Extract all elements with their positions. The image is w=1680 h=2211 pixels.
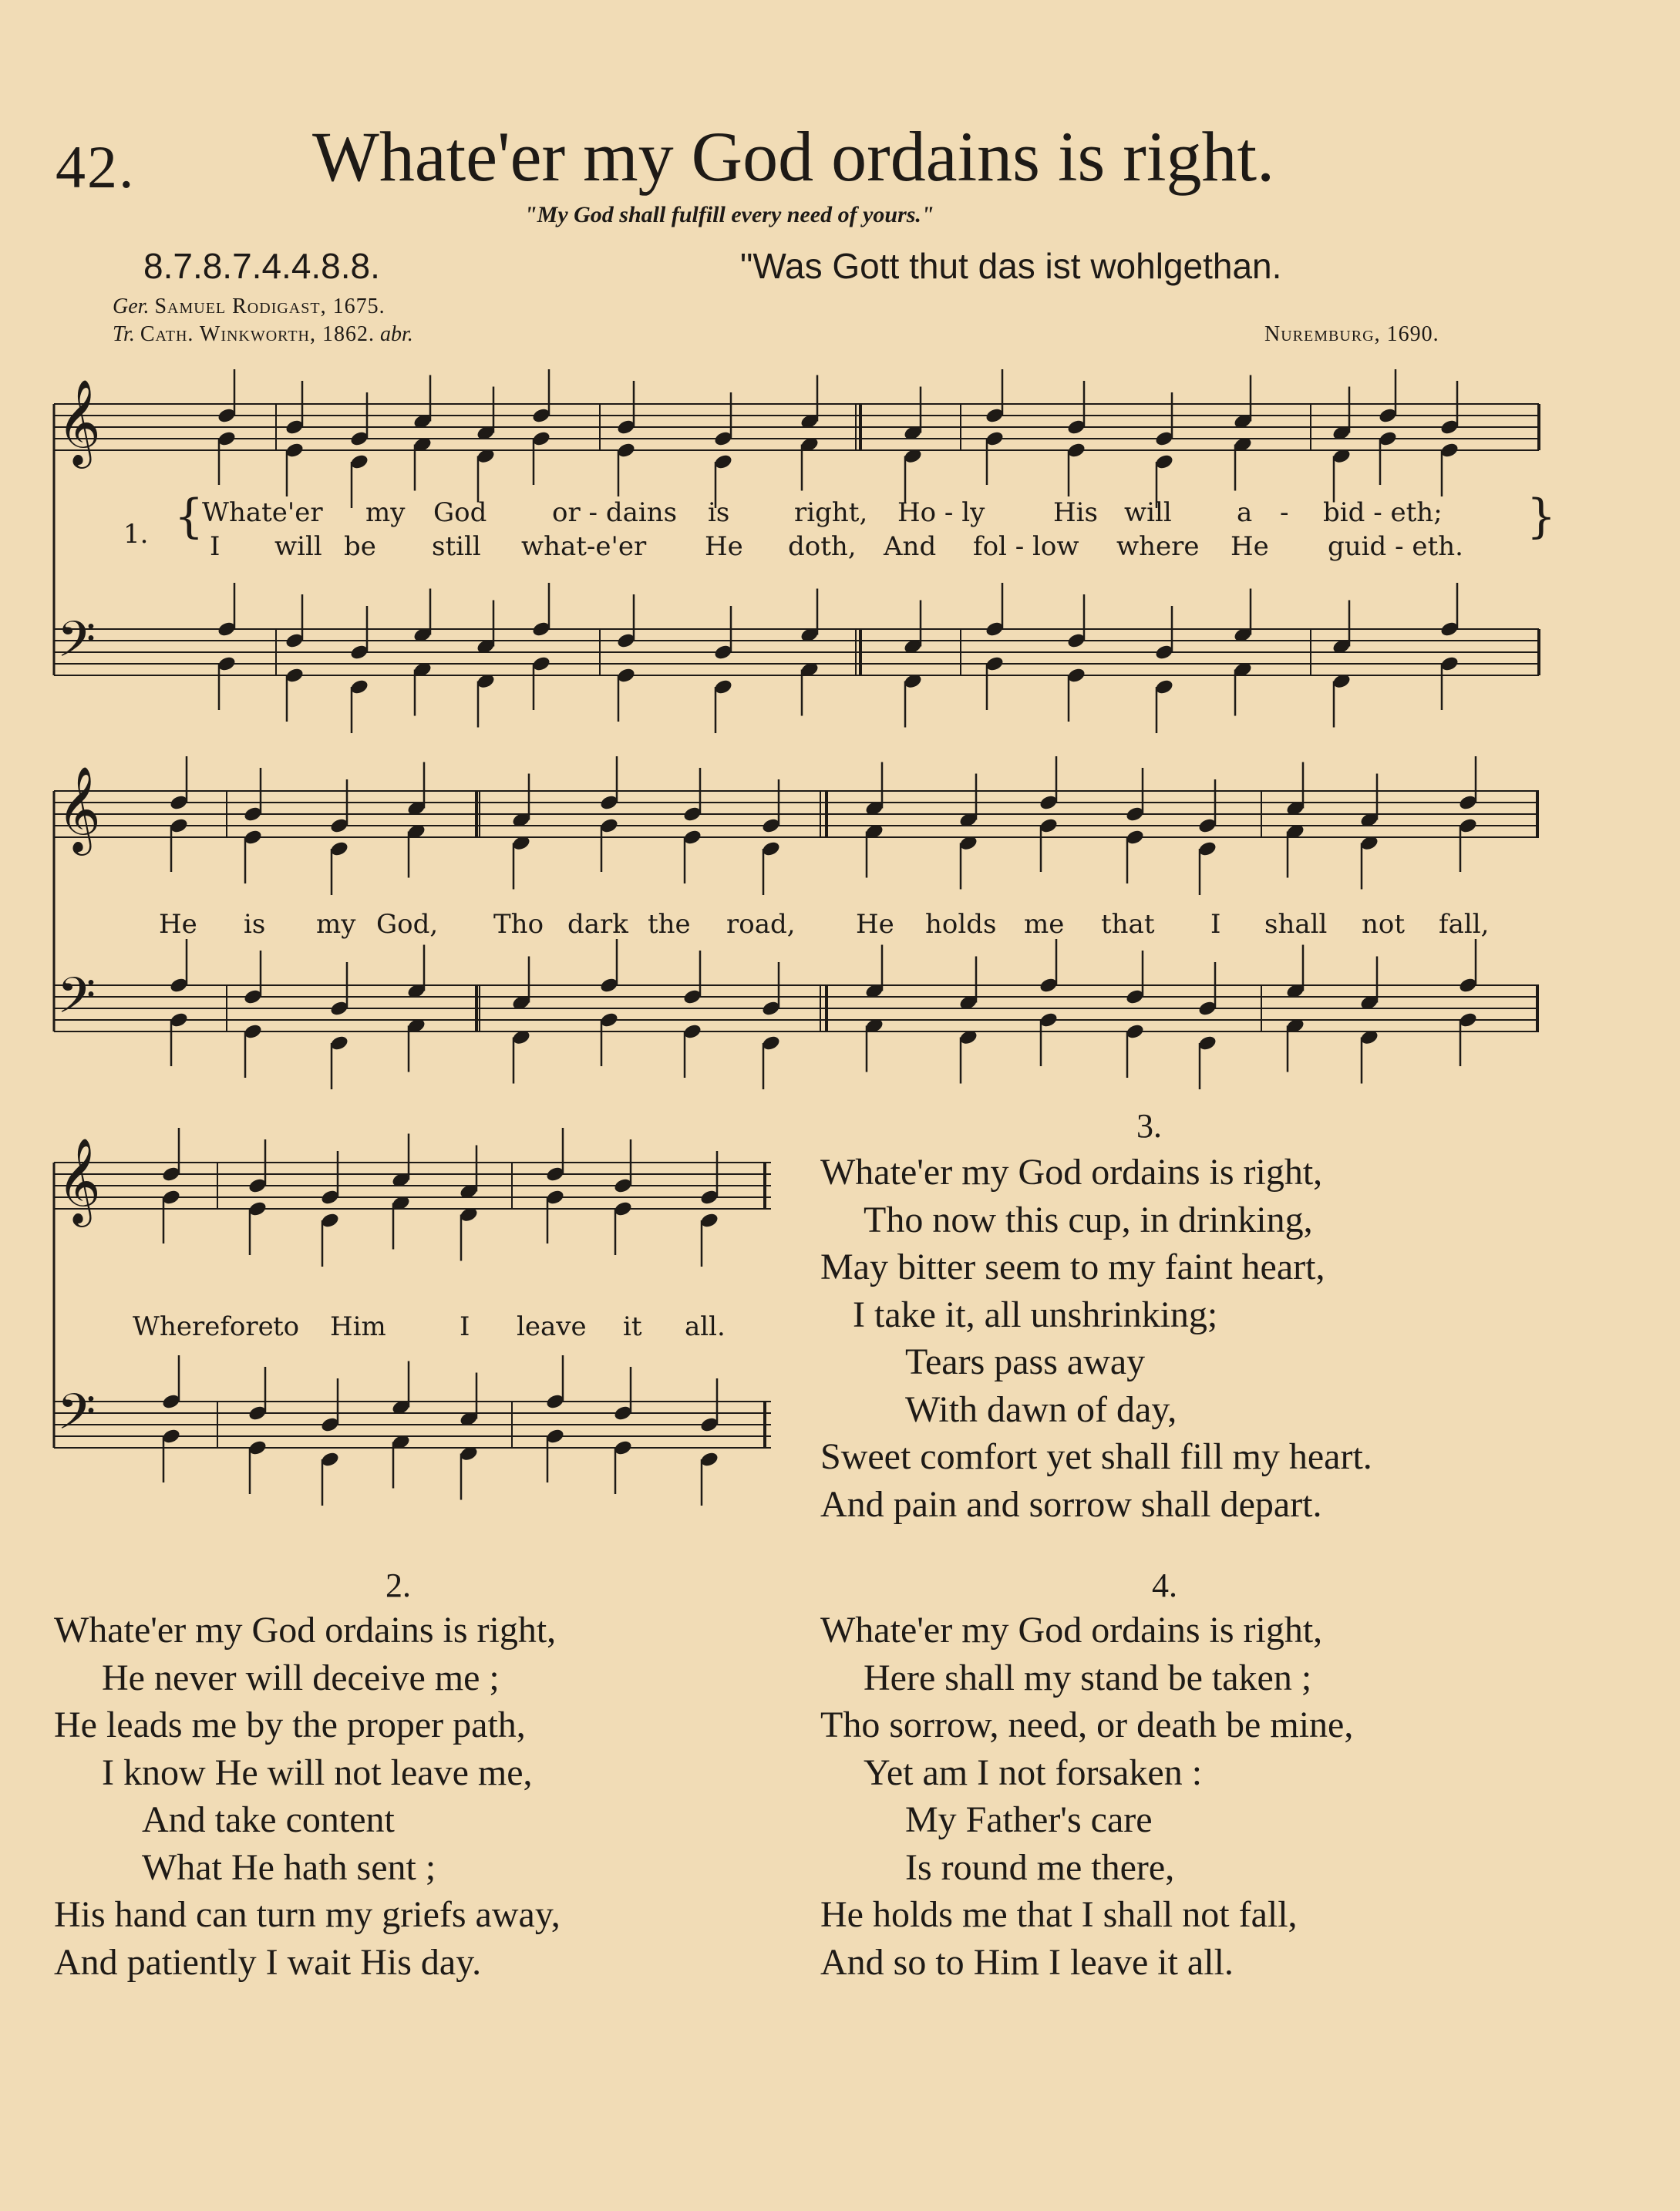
- stanza-line: Is round me there,: [905, 1846, 1175, 1888]
- stanza-line: Whate'er my God ordains is right,: [54, 1610, 557, 1651]
- bass-clef: 𝄢: [57, 1384, 96, 1453]
- stanza-line: Tho sorrow, need, or death be mine,: [820, 1705, 1354, 1745]
- lyric-verse1: -: [1280, 497, 1289, 528]
- stanza-2: [54, 1567, 561, 1986]
- lyric-verse1: His: [1053, 497, 1098, 528]
- treble-clef: 𝄞: [57, 379, 101, 465]
- author-prefix: Ger.: [113, 294, 150, 318]
- stanza-line: Sweet comfort yet shall fill my heart.: [820, 1436, 1372, 1477]
- lyric-verse1: He: [856, 909, 894, 940]
- lyric-verse2: He: [705, 531, 743, 562]
- lyric-verse1: it: [623, 1311, 642, 1342]
- tune-credit: Nuremburg, 1690.: [1264, 322, 1439, 346]
- lyric-verse1: will: [1124, 497, 1172, 528]
- stanza-line: And take content: [142, 1799, 395, 1840]
- stanza-line: I take it, all unshrinking;: [853, 1294, 1218, 1335]
- lyric-verse1: the: [648, 909, 691, 940]
- translator-name: Cath. Winkworth, 1862.: [140, 322, 375, 346]
- stanza-line: And so to Him I leave it all.: [820, 1941, 1234, 1983]
- lyric-verse1: not: [1362, 909, 1406, 940]
- lyric-verse2: I: [210, 531, 221, 562]
- lyric-verse1: leave: [517, 1311, 587, 1342]
- lyric-verse2: where: [1116, 531, 1200, 562]
- lyric-verse1: is: [244, 909, 266, 940]
- stanza-line: Tho now this cup, in drinking,: [864, 1199, 1313, 1240]
- stanza-number: 3.: [1136, 1107, 1162, 1145]
- hymn-title: Whate'er my God ordains is right.: [312, 117, 1275, 196]
- stanza-line: He holds me that I shall not fall,: [820, 1894, 1298, 1935]
- lyric-verse2: And: [884, 531, 937, 562]
- lyric-verse2: guid - eth.: [1328, 531, 1463, 562]
- stanza-line: Whate'er my God ordains is right,: [820, 1610, 1323, 1651]
- lyric-verse1: is: [708, 497, 730, 528]
- stanza-3: [820, 1107, 1372, 1528]
- stanza-line: With dawn of day,: [905, 1388, 1177, 1430]
- lyric-verse1: Ho - ly: [897, 497, 985, 528]
- treble-clef: 𝄞: [57, 1137, 101, 1223]
- lyric-verse1: road,: [726, 909, 796, 940]
- lyric-verse1: I: [1210, 909, 1221, 940]
- lyrics-brace: }: [1527, 490, 1557, 543]
- lyric-verse1: fall,: [1439, 909, 1490, 940]
- lyric-verse2: He: [1231, 531, 1269, 562]
- lyric-verse1: dark: [567, 909, 628, 940]
- stanza-line: Whate'er my God ordains is right,: [820, 1152, 1323, 1193]
- stanza-line: And pain and sorrow shall depart.: [820, 1483, 1322, 1525]
- hymn-number: 42.: [56, 133, 136, 200]
- lyric-verse1: Wherefore: [133, 1311, 274, 1342]
- lyric-verse1: I: [460, 1311, 470, 1342]
- bass-clef: 𝄢: [57, 611, 96, 681]
- stanza-line: What He hath sent ;: [142, 1846, 436, 1888]
- lyric-verse1: Tho: [493, 909, 544, 940]
- stanza-line: Here shall my stand be taken ;: [864, 1657, 1312, 1698]
- lyric-verse1: right,: [794, 497, 868, 528]
- lyric-verse1: Whate'er: [202, 497, 323, 528]
- lyric-verse1: shall: [1264, 909, 1328, 940]
- author-name: Samuel Rodigast, 1675.: [154, 294, 385, 318]
- lyric-verse1: Him: [330, 1311, 386, 1342]
- epigraph: "My God shall fulfill every need of yours.": [524, 202, 934, 227]
- lyrics-brace: {: [174, 490, 204, 543]
- treble-clef: 𝄞: [57, 766, 101, 852]
- translator-prefix: Tr.: [113, 322, 135, 346]
- verse-number: 1.: [123, 519, 149, 550]
- stanza-line: And patiently I wait His day.: [54, 1941, 482, 1983]
- stanza-line: Yet am I not forsaken :: [864, 1752, 1203, 1793]
- lyric-verse1: my: [316, 909, 356, 940]
- lyric-verse1: all.: [685, 1311, 726, 1342]
- stanza-line: May bitter seem to my faint heart,: [820, 1247, 1325, 1287]
- stanza-line: He never will deceive me ;: [102, 1657, 500, 1698]
- lyric-verse1: He: [159, 909, 197, 940]
- stanza-number: 4.: [1152, 1567, 1177, 1604]
- lyric-verse2: doth,: [788, 531, 857, 562]
- stanza-line: He leads me by the proper path,: [54, 1705, 526, 1745]
- lyric-verse2: be: [344, 531, 376, 562]
- german-title: "Was Gott thut das ist wohlgethan.: [740, 246, 1282, 286]
- lyric-verse1: God,: [376, 909, 439, 940]
- lyric-verse1: me: [1024, 909, 1065, 940]
- stanza-line: I know He will not leave me,: [102, 1752, 533, 1793]
- lyric-verse1: a: [1237, 497, 1253, 528]
- stanza-number: 2.: [385, 1567, 411, 1604]
- lyric-verse2: will: [274, 531, 322, 562]
- lyric-verse2: fol - low: [973, 531, 1079, 562]
- lyric-verse1: holds: [925, 909, 997, 940]
- lyric-verse1: to: [273, 1311, 300, 1342]
- lyric-verse1: that: [1101, 909, 1155, 940]
- stanza-line: His hand can turn my griefs away,: [54, 1894, 561, 1935]
- lyric-verse1: God: [433, 497, 487, 528]
- stanza-4: [820, 1567, 1354, 1986]
- bass-clef: 𝄢: [57, 968, 96, 1037]
- lyric-verse1: or - dains: [552, 497, 678, 528]
- lyric-verse1: my: [365, 497, 406, 528]
- meter: 8.7.8.7.4.4.8.8.: [143, 246, 380, 286]
- lyric-verse2: still: [432, 531, 481, 562]
- translator-suffix: abr.: [379, 322, 413, 346]
- stanza-line: My Father's care: [905, 1799, 1153, 1840]
- stanza-line: Tears pass away: [905, 1341, 1146, 1382]
- lyric-verse1: bid - eth;: [1323, 497, 1443, 528]
- lyric-verse2: what-e'er: [521, 531, 647, 562]
